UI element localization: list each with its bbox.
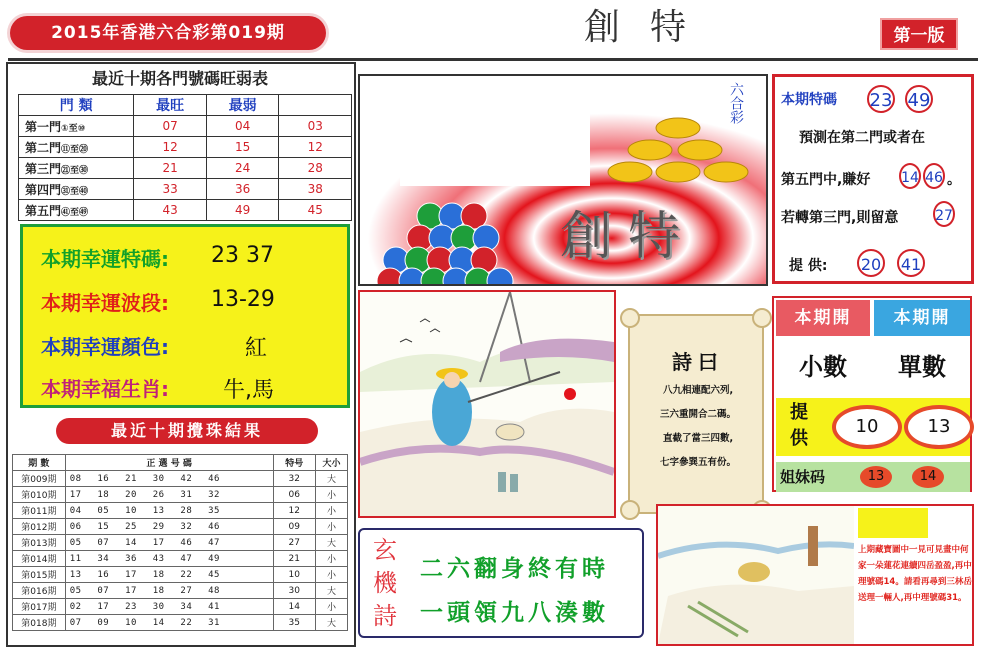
lucky-wave-label: 本期幸運波段: — [41, 291, 169, 315]
special-desc-line-1: 預測在第二門或者在 — [799, 130, 925, 146]
stats-cell: 49 — [206, 200, 279, 221]
header-divider — [8, 58, 978, 61]
lucky-box — [20, 224, 350, 408]
lucky-color-value: 紅 — [245, 336, 268, 361]
stats-cell: 15 — [206, 137, 279, 158]
treasure-map-note: 上期藏寶圖中一見可見畫中何家一朵蓮花連續四岳盈盈,再中理號碼14。請看再尋到三林岳送理一輛人,再中理號碼31。 — [858, 545, 972, 603]
sister-number: 13 — [860, 466, 892, 488]
results-numbers: 07 09 10 14 22 31 — [65, 615, 273, 631]
poem-line: 直截了當三四數, — [662, 433, 734, 444]
page-title: 創特 — [583, 7, 716, 48]
stats-row — [19, 179, 352, 200]
table-row — [13, 503, 348, 519]
results-issue: 第014期 — [13, 551, 66, 567]
results-issue: 第009期 — [13, 471, 66, 487]
fisherman — [432, 378, 472, 446]
table-row — [13, 519, 348, 535]
results-special: 30 — [273, 583, 315, 599]
results-special: 32 — [273, 471, 315, 487]
results-numbers: 04 05 10 13 28 35 — [65, 503, 273, 519]
lucky-zodiac-value: 牛,馬 — [223, 378, 274, 403]
stats-cell: 28 — [279, 158, 352, 179]
results-header-numbers: 正 選 号 碼 — [65, 455, 273, 471]
results-numbers: 13 16 17 18 22 45 — [65, 567, 273, 583]
stats-header-hot: 最旺 — [134, 95, 207, 116]
stats-cell: 38 — [279, 179, 352, 200]
scene-illustration — [358, 290, 616, 518]
results-numbers: 11 34 36 43 47 49 — [65, 551, 273, 567]
stats-cell: 33 — [134, 179, 207, 200]
mystic-poem-line-2: 一頭領九八湊數 — [420, 600, 609, 626]
special-number: 41 — [897, 249, 925, 277]
table-row — [13, 551, 348, 567]
mystic-poem-line-1: 二六翻身終有時 — [420, 556, 609, 582]
lucky-zodiac-label: 本期幸福生肖: — [41, 377, 169, 401]
results-size: 小 — [315, 519, 347, 535]
stats-cell: 04 — [206, 116, 279, 137]
special-desc-period: 。 — [947, 172, 961, 188]
map-figure — [738, 562, 770, 582]
stats-cell: 21 — [134, 158, 207, 179]
table-row — [13, 615, 348, 631]
table-row — [13, 535, 348, 551]
center-banner-image — [358, 74, 768, 286]
results-issue: 第011期 — [13, 503, 66, 519]
stats-header-category: 門 類 — [19, 95, 134, 116]
poem-line: 七字參巽五有份。 — [659, 457, 736, 468]
results-numbers: 17 18 20 26 31 32 — [65, 487, 273, 503]
results-numbers: 02 17 23 30 34 41 — [65, 599, 273, 615]
treasure-map-scene — [658, 506, 854, 644]
special-number: 46 — [923, 163, 945, 189]
results-special: 09 — [273, 519, 315, 535]
results-issue: 第016期 — [13, 583, 66, 599]
poem-title: 詩曰 — [672, 350, 724, 374]
results-special: 10 — [273, 567, 315, 583]
sister-label: 姐妹码 — [780, 468, 826, 486]
center-logo-text: 創特 — [560, 207, 697, 267]
stats-row-label: 第四門㉛至㊵ — [19, 179, 134, 200]
provide-number: 10 — [836, 409, 898, 445]
results-size: 大 — [315, 471, 347, 487]
results-numbers: 06 15 25 29 32 46 — [65, 519, 273, 535]
results-size: 小 — [315, 567, 347, 583]
stats-cell: 12 — [279, 137, 352, 158]
results-header-issue: 期 數 — [13, 455, 66, 471]
results-special: 21 — [273, 551, 315, 567]
sister-strip — [776, 462, 970, 492]
stats-header-cold: 最弱 — [206, 95, 279, 116]
results-issue: 第018期 — [13, 615, 66, 631]
stats-cell: 36 — [206, 179, 279, 200]
stats-row-label: 第五門㊶至㊾ — [19, 200, 134, 221]
stats-row — [19, 116, 352, 137]
table-row — [13, 567, 348, 583]
lucky-color-label: 本期幸運顏色: — [41, 335, 169, 359]
stats-cell: 12 — [134, 137, 207, 158]
special-number: 27 — [933, 201, 955, 227]
poem-line: 三六重開合二碼。 — [659, 409, 736, 420]
stats-cell: 45 — [279, 200, 352, 221]
lucky-special-label: 本期幸運特碼: — [41, 247, 169, 271]
open-head-2: 本期開 — [874, 300, 970, 336]
results-numbers: 05 07 17 18 27 48 — [65, 583, 273, 599]
stats-header-extra — [279, 95, 352, 116]
recent-results-title: 最近十期攪珠結果 — [56, 418, 318, 444]
results-issue: 第010期 — [13, 487, 66, 503]
lucky-special-value: 23 37 — [211, 243, 274, 268]
results-issue: 第015期 — [13, 567, 66, 583]
table-row — [13, 471, 348, 487]
results-special: 06 — [273, 487, 315, 503]
sister-number: 14 — [912, 466, 944, 488]
provide-number: 13 — [908, 409, 970, 445]
issue-banner: 2015年香港六合彩第019期 — [10, 16, 326, 50]
provide-strip — [776, 398, 970, 456]
special-number: 20 — [857, 249, 885, 277]
results-issue: 第017期 — [13, 599, 66, 615]
open-prediction-box — [772, 296, 972, 492]
map-thumbnail — [858, 508, 928, 538]
stats-cell: 07 — [134, 116, 207, 137]
results-issue: 第012期 — [13, 519, 66, 535]
open-head-1: 本期開 — [776, 300, 870, 336]
stats-row — [19, 137, 352, 158]
results-size: 小 — [315, 487, 347, 503]
results-numbers: 05 07 14 17 46 47 — [65, 535, 273, 551]
results-header-row — [13, 455, 348, 471]
results-numbers: 08 16 21 30 42 46 — [65, 471, 273, 487]
lucky-wave-value: 13-29 — [211, 287, 275, 312]
special-number-box — [772, 74, 974, 284]
stats-row-label: 第三門㉑至㉚ — [19, 158, 134, 179]
table-row — [13, 583, 348, 599]
results-special: 12 — [273, 503, 315, 519]
stats-cell: 24 — [206, 158, 279, 179]
results-size: 大 — [315, 583, 347, 599]
results-issue: 第013期 — [13, 535, 66, 551]
results-special: 27 — [273, 535, 315, 551]
special-number: 23 — [867, 85, 895, 113]
open-big-2: 單數 — [898, 353, 946, 381]
special-desc-line-3: 若轉第三門,則留意 — [781, 210, 899, 226]
mystic-poem-label: 玄機詩 — [373, 536, 397, 630]
results-size: 大 — [315, 615, 347, 631]
poem-scroll — [628, 314, 764, 514]
fishing-scene — [360, 292, 614, 516]
stats-row — [19, 200, 352, 221]
results-header-special: 特号 — [273, 455, 315, 471]
results-size: 小 — [315, 599, 347, 615]
stats-row-label: 第二門⑪至⑳ — [19, 137, 134, 158]
poem-line: 八九相連配六列, — [662, 385, 734, 396]
special-number: 49 — [905, 85, 933, 113]
special-provide-label: 提 供: — [789, 258, 828, 274]
table-row — [13, 487, 348, 503]
stats-title: 最近十期各門號碼旺弱表 — [91, 69, 268, 88]
special-number: 14 — [899, 163, 921, 189]
treasure-map-box — [656, 504, 974, 646]
mystic-poem-box — [358, 528, 644, 638]
table-row — [13, 599, 348, 615]
center-side-text: 六合彩 — [728, 82, 744, 124]
edition-badge: 第一版 — [880, 18, 958, 50]
stats-row-label: 第一門①至⑩ — [19, 116, 134, 137]
results-size: 小 — [315, 503, 347, 519]
results-header-size: 大小 — [315, 455, 347, 471]
special-label: 本期特碼 — [781, 92, 837, 108]
recent-results-table — [12, 454, 348, 631]
results-size: 大 — [315, 535, 347, 551]
results-special: 35 — [273, 615, 315, 631]
rabbit — [496, 424, 524, 440]
provide-label: 提供 — [790, 402, 808, 449]
stats-table — [18, 94, 352, 221]
results-special: 14 — [273, 599, 315, 615]
stats-row — [19, 158, 352, 179]
special-desc-line-2: 第五門中,賺好 — [781, 172, 871, 188]
stats-cell: 03 — [279, 116, 352, 137]
results-size: 小 — [315, 551, 347, 567]
stats-header-row — [19, 95, 352, 116]
open-big-1: 小數 — [799, 353, 847, 381]
stats-cell: 43 — [134, 200, 207, 221]
